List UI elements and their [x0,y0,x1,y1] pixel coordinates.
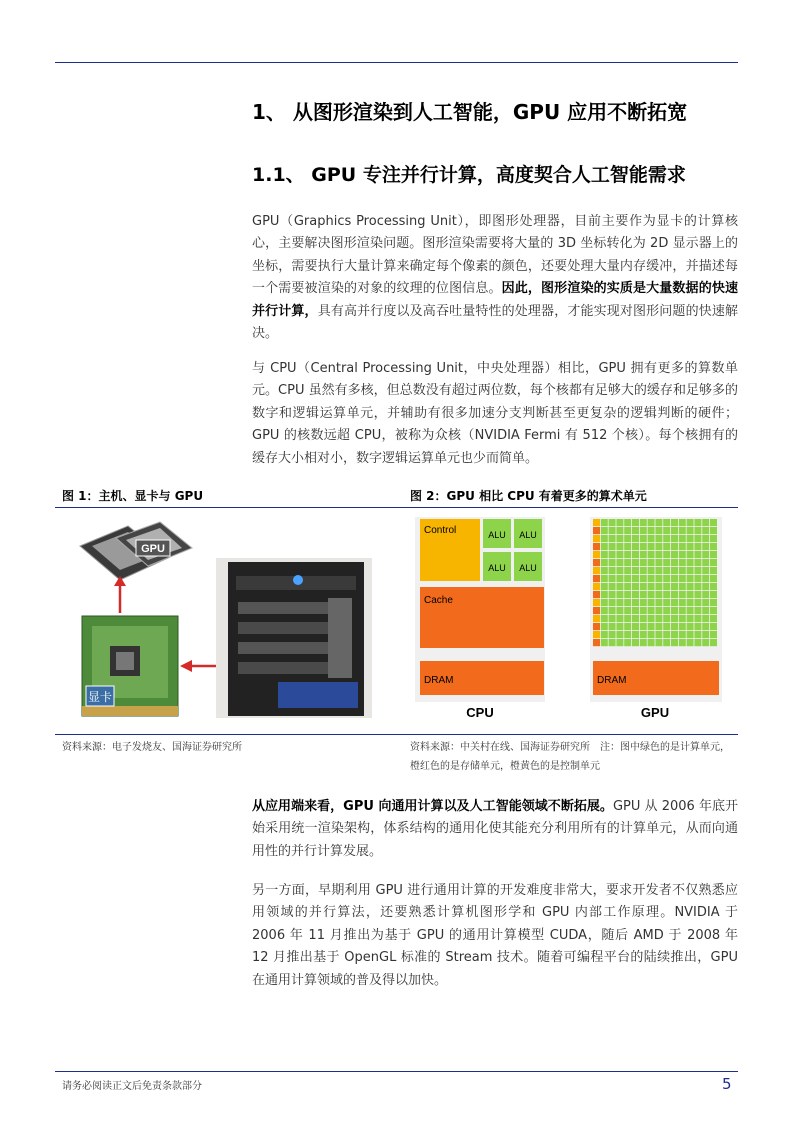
gpu-alu-cell [687,551,694,558]
gpu-alu-cell [624,543,631,550]
gpu-alu-cell [648,535,655,542]
gpu-alu-cell [687,527,694,534]
gpu-alu-cell [687,583,694,590]
gpu-control-cache-cell [593,575,600,582]
gpu-alu-cell [616,535,623,542]
gpu-alu-cell [616,559,623,566]
gpu-control-cache-cell [593,599,600,606]
gpu-alu-cell [601,615,608,622]
gpu-alu-cell [616,551,623,558]
gpu-alu-cell [679,639,686,646]
gpu-alu-cell [624,623,631,630]
gpu-alu-cell [710,615,717,622]
gpu-alu-cell [616,615,623,622]
gpu-alu-cell [694,575,701,582]
gpu-alu-cell [679,599,686,606]
gpu-alu-cell [694,615,701,622]
gpu-alu-cell [616,631,623,638]
gpu-alu-cell [655,559,662,566]
gpu-alu-cell [663,519,670,526]
dram-label: DRAM [424,675,454,686]
gpu-control-cache-cell [593,639,600,646]
alu-label: ALU [488,530,506,540]
gpu-alu-cell [710,583,717,590]
gpu-alu-cell [702,631,709,638]
gpu-alu-cell [640,631,647,638]
gpu-alu-cell [655,591,662,598]
gpu-control-cache-cell [593,567,600,574]
gpu-alu-cell [694,519,701,526]
gpu-control-cache-cell [593,591,600,598]
gpu-alu-cell [702,583,709,590]
gpu-alu-cell [640,623,647,630]
gpu-alu-cell [671,543,678,550]
gpu-alu-cell [632,607,639,614]
gpu-alu-cell [671,519,678,526]
gpu-control-cache-cell [593,527,600,534]
gpu-alu-cell [663,607,670,614]
gpu-alu-cell [702,535,709,542]
gpu-alu-cell [616,607,623,614]
page-number: 5 [722,1075,732,1093]
gpu-alu-cell [655,639,662,646]
gpu-alu-cell [710,567,717,574]
gpu-alu-cell [648,567,655,574]
gpu-alu-cell [671,615,678,622]
gpu-alu-cell [632,591,639,598]
gpu-alu-cell [663,543,670,550]
source-rule [55,734,738,735]
gpu-alu-cell [648,575,655,582]
gpu-alu-cell [687,623,694,630]
gpu-alu-cell [632,535,639,542]
gpu-alu-cell [679,583,686,590]
gpu-alu-cell [601,599,608,606]
gpu-alu-cell [601,567,608,574]
gpu-alu-cell [616,599,623,606]
gpu-alu-cell [710,551,717,558]
gpu-alu-cell [640,551,647,558]
gpu-alu-cell [640,599,647,606]
gpu-alu-cell [702,575,709,582]
gpu-alu-cell [687,567,694,574]
gpu-alu-cell [609,519,616,526]
gpu-alu-cell [671,527,678,534]
gpu-alu-cell [601,623,608,630]
gpu-alu-cell [640,527,647,534]
gpu-alu-cell [702,639,709,646]
gpu-control-cache-cell [593,607,600,614]
gpu-alu-cell [671,535,678,542]
gpu-alu-cell [702,615,709,622]
gpu-chip-image [80,522,192,580]
gpu-alu-cell [663,583,670,590]
gpu-alu-cell [640,543,647,550]
gpu-alu-cell [679,631,686,638]
gpu-alu-cell [632,551,639,558]
gpu-alu-cell [710,575,717,582]
gpu-alu-cell [601,535,608,542]
gpu-alu-cell [694,583,701,590]
header-rule [55,62,738,63]
gpu-alu-cell [648,623,655,630]
gpu-chip-label: GPU [141,543,165,555]
gpu-alu-cell [687,615,694,622]
alu-label: ALU [519,530,537,540]
figure1-title: 图 1：主机、显卡与 GPU [62,489,204,503]
gpu-alu-cell [648,583,655,590]
gpu-alu-cell [679,551,686,558]
gpu-alu-cell [601,543,608,550]
gpu-alu-cell [609,543,616,550]
gpu-alu-cell [655,527,662,534]
alu-label: ALU [488,563,506,573]
gpu-alu-cell [624,583,631,590]
gpu-alu-cell [601,591,608,598]
gpu-alu-cell [648,607,655,614]
gpu-alu-cell [663,567,670,574]
gpu-alu-cell [640,567,647,574]
gpu-alu-cell [624,535,631,542]
figure-title-rule [55,507,738,508]
gpu-alu-cell [655,543,662,550]
gpu-alu-cell [640,575,647,582]
gpu-alu-cell [687,631,694,638]
gpu-alu-cell [694,631,701,638]
gpu-alu-cell [655,599,662,606]
alu-label: ALU [519,563,537,573]
gpu-alu-cell [663,575,670,582]
disclaimer-note: 请务必阅读正文后免责条款部分 [62,1081,202,1092]
arrow-head-left [180,660,192,672]
bold-emphasis: 从应用端来看，GPU 向通用计算以及人工智能领域不断拓展。 [252,799,613,814]
gpu-alu-cell [671,607,678,614]
gpu-alu-cell [616,623,623,630]
gpu-alu-cell [694,527,701,534]
gpu-alu-cell [687,607,694,614]
gpu-alu-cell [609,559,616,566]
gpu-alu-cell [679,567,686,574]
gpu-alu-cell [616,543,623,550]
gpu-alu-cell [648,615,655,622]
gpu-alu-cell [601,559,608,566]
gpu-alu-cell [702,567,709,574]
gpu-alu-cell [671,575,678,582]
gpu-alu-cell [694,559,701,566]
gpu-alu-cell [710,535,717,542]
gpu-alu-cell [702,591,709,598]
gpu-alu-cell [702,519,709,526]
gpu-alu-cell [663,623,670,630]
gpu-alu-cell [616,583,623,590]
footer-rule [55,1071,738,1072]
gpu-alu-cell [609,599,616,606]
card-label: 显卡 [87,690,113,704]
gpu-alu-cell [694,551,701,558]
gpu-alu-cell [624,575,631,582]
gpu-alu-cell [609,639,616,646]
gpu-alu-cell [679,623,686,630]
gpu-alu-cell [694,591,701,598]
gpu-alu-cell [687,599,694,606]
gpu-alu-cell [632,583,639,590]
figure1-illustration [68,518,383,728]
gpu-alu-cell [601,527,608,534]
gpu-alu-cell [640,639,647,646]
gpu-alu-cell [710,591,717,598]
gpu-alu-cell [609,535,616,542]
gpu-alu-cell [616,567,623,574]
gpu-alu-cell [694,535,701,542]
gpu-alu-cell [616,639,623,646]
gpu-caption: GPU [640,705,670,720]
gpu-alu-cell [632,631,639,638]
gpu-alu-cell [640,607,647,614]
gpu-alu-cell [640,559,647,566]
paragraph-cpu-vs-gpu: 与 CPU（Central Processing Unit，中央处理器）相比，GPU 拥有更多的算数单元。CPU 虽然有多核，但总数没有超过两位数，每个核都有足够大的缓存和足够多的数字和逻辑运算单元，并辅助有很多加速分支判断甚至更复杂的逻辑判断的硬件；GPU 的核数远超 CPU，被称为众核（NVIDIA Fermi 有 512 个核）。每个核拥有的缓存大小相对小，数字逻辑运算单元也少而简单。 [252,361,738,466]
gpu-alu-cell [616,591,623,598]
gpu-alu-cell [687,559,694,566]
gpu-alu-cell [601,607,608,614]
gpu-alu-cell [694,599,701,606]
gpu-alu-cell [609,623,616,630]
gpu-alu-cell [687,591,694,598]
bold-emphasis: 因此，图形渲染的实质是大量数据的快速并行计算， [252,281,738,319]
section-heading-1-1: 1.1、 GPU 专注并行计算，高度契合人工智能需求 [252,164,686,186]
gpu-alu-cell [648,551,655,558]
gpu-alu-cell [624,639,631,646]
gpu-alu-cell [624,551,631,558]
gpu-alu-cell [624,591,631,598]
gpu-alu-cell [710,527,717,534]
gpu-alu-cell [632,615,639,622]
gpu-alu-cell [632,639,639,646]
graphics-card-image [82,616,178,716]
gpu-alu-cell [702,599,709,606]
gpu-alu-cell [702,623,709,630]
gpu-alu-cell [663,639,670,646]
gpu-alu-cell [648,543,655,550]
gpu-alu-cell [609,591,616,598]
gpu-alu-cell [609,567,616,574]
gpu-alu-cell [616,527,623,534]
figure2-title: 图 2：GPU 相比 CPU 有着更多的算术单元 [410,489,647,503]
control-label: Control [424,525,457,536]
cpu-architecture-diagram [415,517,545,720]
gpu-alu-cell [640,535,647,542]
gpu-alu-cell [702,559,709,566]
gpu-alu-cell [632,599,639,606]
gpu-alu-cell [632,543,639,550]
gpu-control-cache-cell [593,615,600,622]
gpu-alu-cell [694,623,701,630]
gpu-alu-cell [616,519,623,526]
gpu-alu-cell [655,583,662,590]
gpu-alu-cell [601,519,608,526]
gpu-alu-cell [624,599,631,606]
gpu-alu-cell [609,551,616,558]
gpu-alu-cell [694,543,701,550]
gpu-alu-cell [609,615,616,622]
gpu-control-cache-cell [593,543,600,550]
gpu-alu-cell [624,527,631,534]
gpu-alu-cell [710,639,717,646]
host-computer-image [216,558,372,718]
gpu-alu-cell [671,551,678,558]
gpu-alu-cell [632,567,639,574]
gpu-alu-cell [624,567,631,574]
gpu-alu-cell [632,527,639,534]
gpu-alu-cell [679,575,686,582]
gpu-alu-cell [655,615,662,622]
gpu-control-cache-cell [593,535,600,542]
gpu-alu-cell [609,607,616,614]
gpu-alu-cell [655,551,662,558]
gpu-alu-cell [663,551,670,558]
paragraph-application-trend: 从应用端来看，GPU 向通用计算以及人工智能领域不断拓展。GPU 从 2006 年底开始采用统一渲染架构，体系结构的通用化使其能充分利用所有的计算单元，从而向通用性的并行计算发展。 [252,799,738,859]
gpu-alu-cell [671,623,678,630]
gpu-alu-cell [687,639,694,646]
gpu-alu-cell [655,567,662,574]
gpu-alu-cell [663,559,670,566]
gpu-alu-cell [710,519,717,526]
gpu-alu-cell [671,583,678,590]
gpu-alu-cell [663,535,670,542]
gpu-alu-cell [710,599,717,606]
gpu-alu-cell [679,535,686,542]
paragraph-general-computing: 另一方面，早期利用 GPU 进行通用计算的开发难度非常大，要求开发者不仅熟悉应用领域的并行算法，还要熟悉计算机图形学和 GPU 内部工作原理。NVIDIA 于 2006 年 11 月推出为基于 GPU 的通用计算模型 CUDA，随后 AMD 于 2008 年 12 月推出基于 OpenGL 标准的 Stream 技术。随着可编程平台的陆续推出，GPU 在通用计算领域的普及得以加快。 [252,883,738,988]
gpu-alu-cell [671,591,678,598]
figure1-source: 资料来源：电子发烧友、国海证券研究所 [62,742,242,753]
gpu-alu-cell [655,535,662,542]
gpu-alu-cell [655,631,662,638]
gpu-alu-cell [702,543,709,550]
gpu-alu-cell [694,607,701,614]
gpu-alu-cell [624,519,631,526]
gpu-alu-cell [663,631,670,638]
gpu-architecture-diagram [590,517,722,720]
gpu-alu-cell [663,599,670,606]
gpu-alu-cell [648,527,655,534]
gpu-alu-cell [640,615,647,622]
gpu-alu-cell [710,607,717,614]
gpu-alu-cell [702,551,709,558]
gpu-alu-cell [632,559,639,566]
gpu-alu-cell [624,631,631,638]
gpu-alu-cell [671,559,678,566]
gpu-alu-cell [601,551,608,558]
gpu-alu-cell [710,543,717,550]
gpu-alu-cell [601,583,608,590]
gpu-alu-cell [648,631,655,638]
gpu-alu-cell [601,575,608,582]
gpu-alu-cell [679,543,686,550]
gpu-alu-cell [640,583,647,590]
gpu-alu-cell [655,519,662,526]
gpu-alu-cell [624,607,631,614]
gpu-alu-cell [616,575,623,582]
gpu-control-cache-cell [593,559,600,566]
cpu-caption: CPU [466,705,494,720]
gpu-alu-cell [663,591,670,598]
gpu-alu-cell [632,519,639,526]
gpu-alu-cell [687,519,694,526]
gpu-alu-cell [694,639,701,646]
gpu-alu-cell [702,527,709,534]
gpu-alu-cell [671,567,678,574]
gpu-alu-cell [624,559,631,566]
figure2-illustration [410,512,730,727]
gpu-alu-cell [640,519,647,526]
gpu-alu-cell [609,527,616,534]
gpu-alu-cell [671,599,678,606]
gpu-alu-cell [648,599,655,606]
gpu-alu-cell [687,535,694,542]
gpu-alu-cell [624,615,631,622]
gpu-alu-cell [694,567,701,574]
gpu-alu-cell [648,519,655,526]
gpu-alu-cell [679,591,686,598]
gpu-alu-cell [655,623,662,630]
paragraph-gpu-intro: GPU（Graphics Processing Unit），即图形处理器，目前主要作为显卡的计算核心，主要解决图形渲染问题。图形渲染需要将大量的 3D 坐标转化为 2D 显示器上的坐标，需要执行大量计算来确定每个像素的颜色，还要处理大量内存缓冲，并描述每一个需要被渲染的对象的纹理的位图信息。因此，图形渲染的实质是大量数据的快速并行计算，具有高并行度以及高吞吐量特性的处理器，才能实现对图形问题的快速解决。 [252,214,738,342]
gpu-alu-cell [679,607,686,614]
gpu-alu-cell [601,631,608,638]
gpu-alu-cell [648,639,655,646]
gpu-control-cache-cell [593,519,600,526]
gpu-alu-cell [710,623,717,630]
section-heading-1: 1、 从图形渲染到人工智能，GPU 应用不断拓宽 [252,100,688,124]
gpu-alu-cell [640,591,647,598]
gpu-alu-cell [663,527,670,534]
gpu-alu-cell [710,631,717,638]
gpu-alu-cell [609,631,616,638]
gpu-alu-cell [601,639,608,646]
figure2-source: 资料来源：中关村在线、国海证券研究所 注：图中绿色的是计算单元，橙红色的是存储单元，橙黄色的是控制单元 [410,742,730,772]
gpu-alu-cell [648,591,655,598]
gpu-control-cache-cell [593,551,600,558]
gpu-alu-cell [632,623,639,630]
gpu-alu-cell [702,607,709,614]
gpu-alu-cell [609,583,616,590]
gpu-alu-cell [710,559,717,566]
dram-label: DRAM [597,675,627,686]
gpu-control-cache-cell [593,631,600,638]
gpu-alu-cell [663,615,670,622]
gpu-alu-cell [679,519,686,526]
gpu-alu-cell [679,559,686,566]
gpu-alu-cell [671,639,678,646]
gpu-alu-cell [609,575,616,582]
cache-label: Cache [424,595,453,606]
gpu-alu-cell [648,559,655,566]
gpu-control-cache-cell [593,623,600,630]
gpu-alu-cell [671,631,678,638]
gpu-alu-cell [632,575,639,582]
gpu-alu-cell [655,607,662,614]
gpu-control-cache-cell [593,583,600,590]
gpu-alu-cell [687,575,694,582]
gpu-alu-cell [679,615,686,622]
gpu-alu-cell [687,543,694,550]
gpu-alu-cell [679,527,686,534]
gpu-alu-cell [655,575,662,582]
